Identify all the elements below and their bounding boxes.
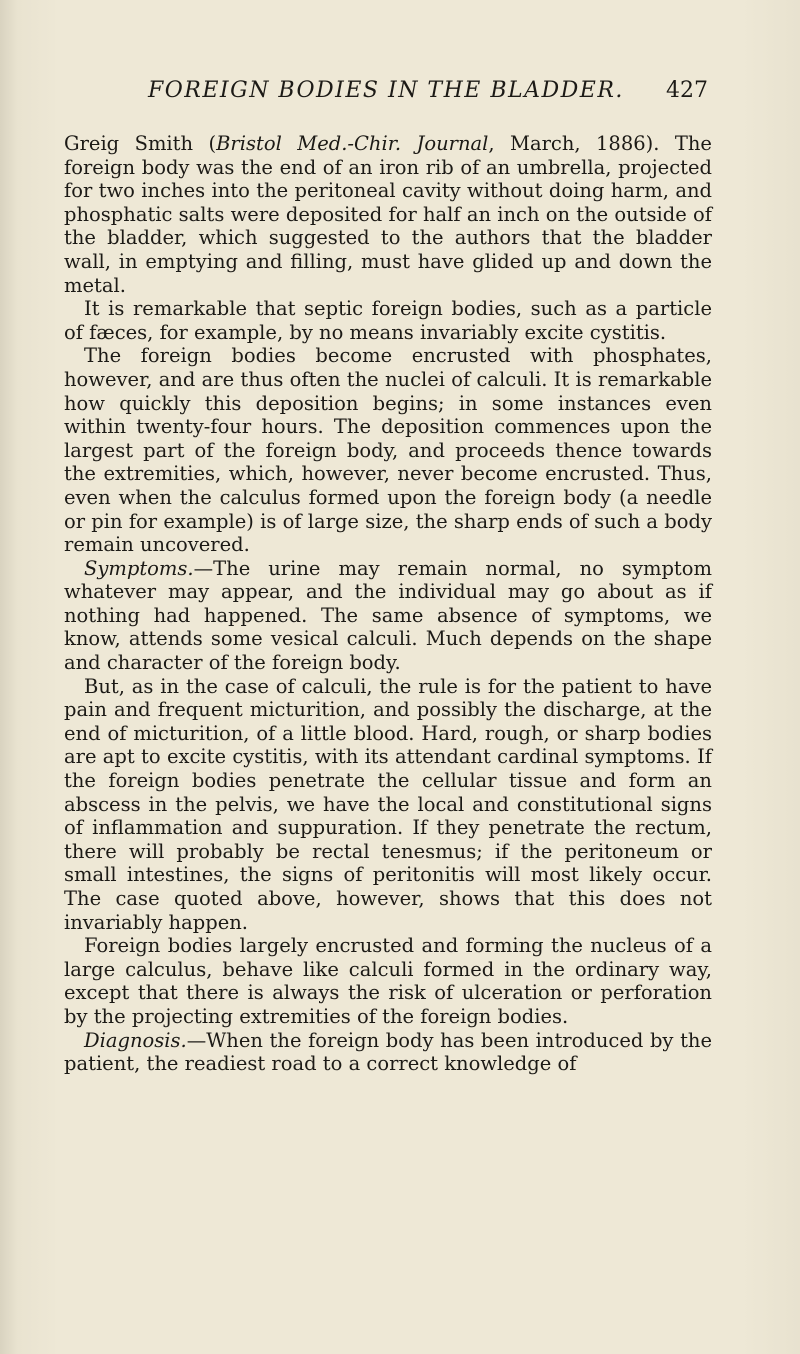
section-heading-symptoms: Symptoms. [84,556,194,580]
paragraph-diagnosis: Diagnosis.—When the foreign body has been introduced by the patient, the readiest road to a correct knowledge of [64,1028,712,1076]
body-text [64,132,712,1076]
paragraph-encrusted-calculus: Foreign bodies largely encrusted and forming the nucleus of a large calculus, behave like calculi formed in the ordinary way, except that there is always the risk of ulceration or perforation by the projecting extremities of the foreign bodies. [64,934,712,1028]
running-header [148,78,708,114]
section-heading-diagnosis: Diagnosis. [84,1028,187,1052]
journal-citation: Bristol Med.-Chir. Journal [216,132,489,155]
running-title: FOREIGN BODIES IN THE BLADDER. [148,78,624,103]
paragraph-symptoms: Symptoms.—The urine may remain normal, no symptom whatever may appear, and the individual may go about as if nothing had happened. The same absence of symptoms, we know, attends some vesical calculi. Much depends on the shape and character of the foreign body. [64,556,712,675]
paragraph-encrustation: The foreign bodies become encrusted with phosphates, however, and are thus often the nuclei of calculi. It is remarkable how quickly this deposition begins; in some instances even within twenty-four hours. The deposition commences upon the largest part of the foreign body, and proceeds thence towards the extremities, which, however, never become encrusted. Thus, even when the calculus formed upon the foreign body (a needle or pin for example) is of large size, the sharp ends of such a body remain uncovered. [64,344,712,557]
page-number: 427 [666,78,708,103]
paragraph-greig-smith-case: Greig Smith (Bristol Med.-Chir. Journal, March, 1886). The foreign body was the end of an iron rib of an umbrella, projected for two inches into the peritoneal cavity without doing harm, and phosphatic salts were deposited for half an inch on the outside of the bladder, which suggested to the authors that the bladder wall, in emptying and filling, must have glided up and down the metal. [64,132,712,297]
paragraph-pain-and-complications: But, as in the case of calculi, the rule is for the patient to have pain and frequent micturition, and possibly the discharge, at the end of micturition, of a little blood. Hard, rough, or sharp bodies are apt to excite cystitis, with its attendant cardinal symptoms. If the foreign bodies penetrate the cellular tissue and form an abscess in the pelvis, we have the local and constitutional signs of inflammation and suppuration. If they penetrate the rectum, there will probably be rectal tenesmus; if the peritoneum or small intestines, the signs of peritonitis will most likely occur. The case quoted above, however, shows that this does not invariably happen. [64,674,712,934]
paragraph-septic-bodies: It is remarkable that septic foreign bodies, such as a particle of fæces, for example, by no means invariably excite cystitis. [64,297,712,344]
